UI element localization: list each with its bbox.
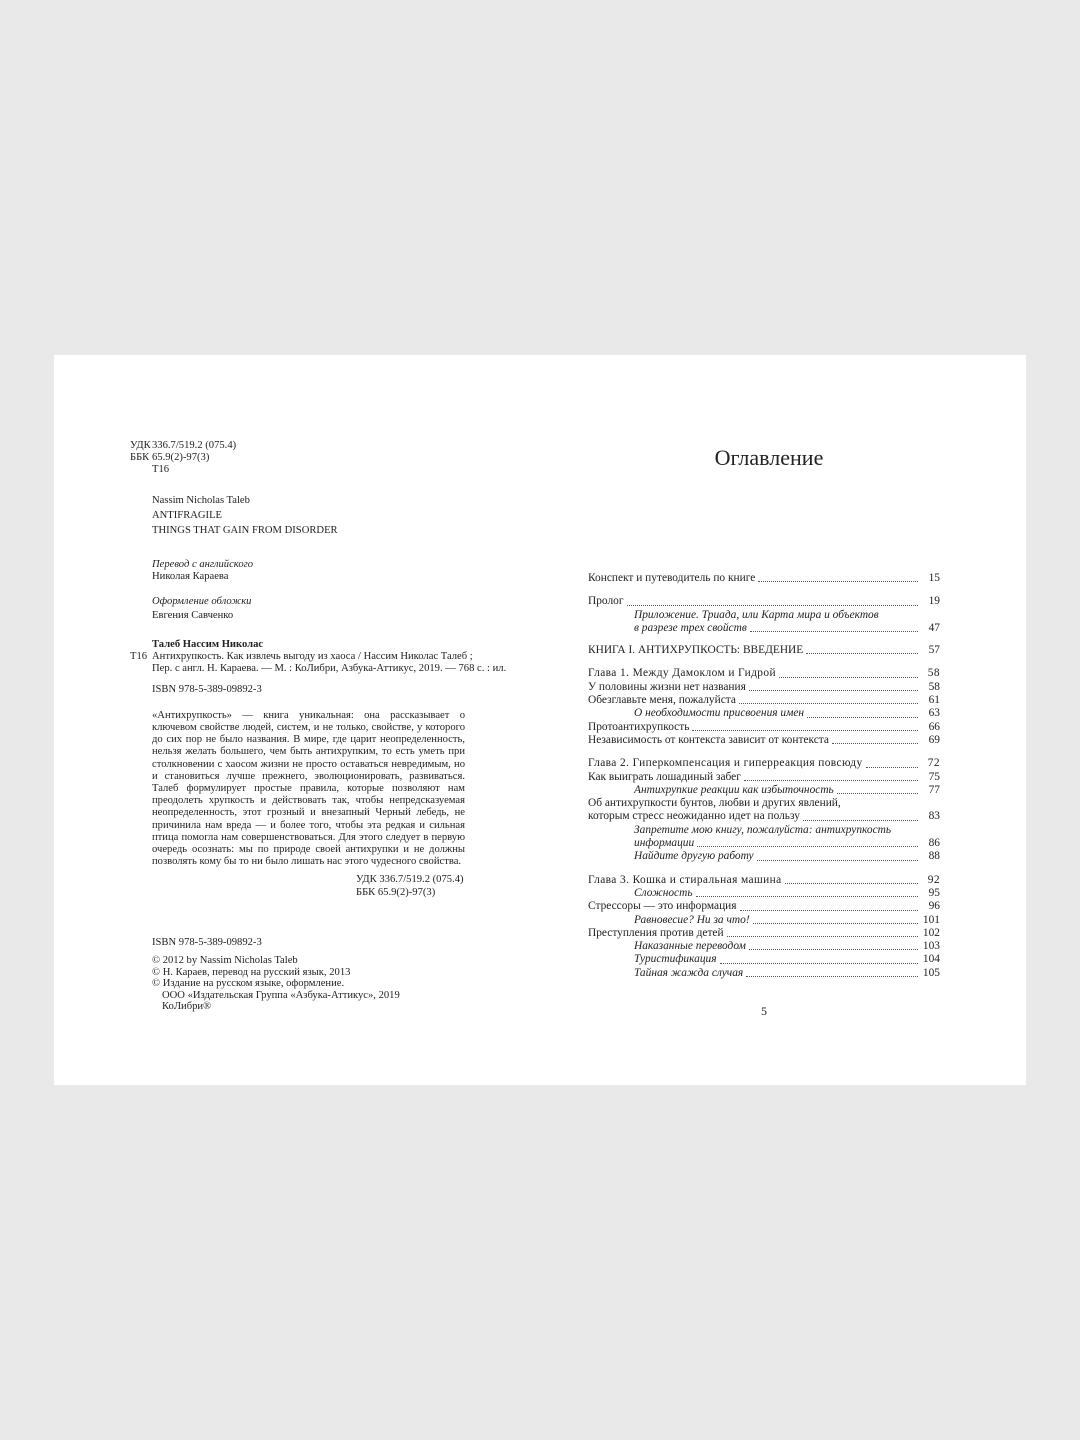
book-spread bbox=[54, 355, 1026, 1085]
bbk-value: 65.9(2)-97(3) bbox=[152, 452, 210, 464]
copyright-line: © 2012 by Nassim Nicholas Taleb bbox=[152, 955, 298, 967]
catalog-author: Талеб Нассим Николас bbox=[152, 639, 264, 651]
copyright-block bbox=[130, 955, 560, 1013]
copyright-line: © Издание на русском языке, оформление. bbox=[152, 978, 345, 990]
toc-entry: Пролог 19 bbox=[588, 595, 940, 608]
toc-entry: Тайная жажда случая 105 bbox=[634, 966, 940, 979]
catalog-entry bbox=[130, 639, 560, 696]
toc-chapter: Глава 2. Гиперкомпенсация и гиперреакция повсюду 72 bbox=[588, 757, 940, 770]
toc-entry: Протоантихрупкость 66 bbox=[588, 720, 940, 733]
catalog-code: Т16 bbox=[130, 651, 148, 663]
toc-entry-line: Об антихрупкости бунтов, любви и других явлений, bbox=[588, 797, 841, 810]
udk-value: 336.7/519.2 (075.4) bbox=[152, 440, 237, 451]
toc-entry: Найдите другую работу 88 bbox=[634, 850, 940, 863]
cover-designer: Евгения Савченко bbox=[152, 609, 234, 621]
isbn-top: ISBN 978-5-389-09892-3 bbox=[152, 683, 262, 695]
udk-bottom: УДК 336.7/519.2 (075.4) bbox=[356, 874, 464, 886]
page-number: 5 bbox=[761, 1004, 767, 1018]
catalog-line-2: Пер. с англ. Н. Караева. — М. : КоЛибри, Азбука-Аттикус, 2019. — 768 с. : ил. bbox=[152, 663, 507, 675]
toc-entry: Антихрупкие реакции как избыточность 77 bbox=[634, 783, 940, 796]
udk-bbk-bottom bbox=[130, 874, 560, 898]
udk-key: УДК bbox=[130, 440, 151, 451]
translation-credit bbox=[130, 559, 560, 583]
toc-entry: Наказанные переводом 103 bbox=[634, 940, 940, 953]
toc-entry-line: Запретите мою книгу, пожалуйста: антихрупкость bbox=[634, 823, 892, 836]
toc-entry: У половины жизни нет названия 58 bbox=[588, 680, 940, 693]
toc-entry: Обезглавьте меня, пожалуйста 61 bbox=[588, 694, 940, 707]
catalog-body bbox=[152, 639, 560, 696]
table-of-contents bbox=[588, 572, 940, 980]
copyright-line: © Н. Караев, перевод на русский язык, 2013 bbox=[152, 966, 351, 978]
translator-name: Николая Караева bbox=[152, 571, 229, 583]
toc-title: Оглавление bbox=[714, 445, 824, 470]
original-title: ANTIFRAGILE bbox=[152, 509, 223, 521]
toc-entry: информации 86 bbox=[634, 837, 940, 850]
copyright-line: ООО «Издательская Группа «Азбука-Аттикус», 2019 bbox=[162, 989, 400, 1001]
catalog-line-1: Антихрупкость. Как извлечь выгоду из хаоса / Нассим Николас Талеб ; bbox=[152, 651, 473, 663]
toc-chapter: Глава 3. Кошка и стиральная машина 92 bbox=[588, 873, 940, 886]
cover-credit bbox=[130, 596, 560, 622]
toc-entry: Независимость от контекста зависит от контекста 69 bbox=[588, 733, 940, 746]
toc-entry: Сложность 95 bbox=[634, 886, 940, 899]
toc-entry: Равновесие? Ни за что! 101 bbox=[634, 913, 940, 926]
toc-entry: О необходимости присвоения имен 63 bbox=[634, 707, 940, 720]
toc-entry: Преступления против детей 102 bbox=[588, 926, 940, 939]
publisher-imprint: КоЛибри® bbox=[162, 1001, 212, 1013]
toc-chapter: Глава 1. Между Дамоклом и Гидрой 58 bbox=[588, 667, 940, 680]
original-subtitle: THINGS THAT GAIN FROM DISORDER bbox=[152, 525, 338, 537]
toc-entry: Туристификация 104 bbox=[634, 953, 940, 966]
cover-label: Оформление обложки bbox=[152, 595, 252, 607]
isbn-bottom: ISBN 978-5-389-09892-3 bbox=[152, 936, 262, 948]
original-edition bbox=[130, 495, 560, 538]
author-mark: Т16 bbox=[152, 464, 170, 476]
toc-entry: Как выиграть лошадиный забег 75 bbox=[588, 770, 940, 783]
imprint-page bbox=[130, 440, 560, 1013]
bbk-key: ББК bbox=[130, 452, 150, 464]
original-author: Nassim Nicholas Taleb bbox=[152, 494, 250, 506]
toc-entry: Конспект и путеводитель по книге 15 bbox=[588, 572, 940, 584]
annotation: «Антихрупкость» — книга уникальная: она рассказывает о ключевом свойстве людей, систем, и не только, свойстве, у которого до сих пор не было названия. В мире, где царит неопределенность, нельзя желать большего, чем быть антихрупким, то есть уметь при столкновении с хаосом жизни не просто оставаться невредимым, но и становиться лучше прежнего, эволюционировать, развиваться. Талеб формулирует простые правила, которые позволяют нам преодолеть хрупкость и действовать так, чтобы непредсказуемая неопределенность, этот грозный и внезапный Черный лебедь, не причинила нам вреда — и более того, чтобы эта редкая и сильная птица помогла нам совершенствоваться. Для этого следует в первую очередь осознать: мы по природе своей антихрупки и не должны позволять кому бы то ни было лишать нас этого чудесного свойства. bbox=[152, 709, 465, 868]
udk-line bbox=[130, 440, 560, 452]
bbk-bottom: ББК 65.9(2)-97(3) bbox=[356, 886, 436, 898]
toc-entry: Стрессоры — это информация 96 bbox=[588, 900, 940, 913]
toc-part: КНИГА I. АНТИХРУПКОСТЬ: ВВЕДЕНИЕ 57 bbox=[588, 644, 940, 657]
bbk-line bbox=[130, 452, 560, 464]
toc-entry: которым стресс неожиданно идет на пользу 83 bbox=[588, 810, 940, 823]
toc-entry: в разрезе трех свойств 47 bbox=[634, 621, 940, 634]
translation-label: Перевод с английского bbox=[152, 559, 254, 571]
toc-entry-line: Приложение. Триада, или Карта мира и объектов bbox=[634, 608, 879, 621]
